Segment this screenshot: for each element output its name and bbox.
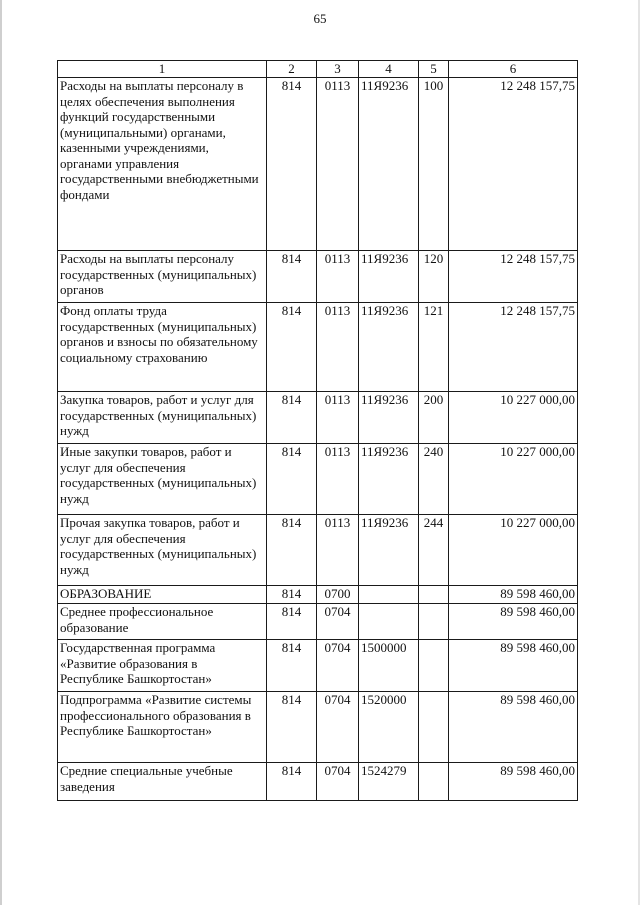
- row-sum: 89 598 460,00: [449, 692, 578, 763]
- row-sum: 89 598 460,00: [449, 763, 578, 801]
- table-header-row: [58, 61, 578, 78]
- row-sum: 89 598 460,00: [449, 604, 578, 640]
- table-row: [58, 604, 578, 640]
- row-csr: 1520000: [359, 692, 419, 763]
- row-razdel: 0113: [317, 392, 359, 444]
- row-csr: 11Я9236: [359, 303, 419, 392]
- row-name: Фонд оплаты труда государственных (муниципальных) органов и взносы по обязательному социальному страхованию: [58, 303, 267, 392]
- row-razdel: 0704: [317, 692, 359, 763]
- row-sum: 10 227 000,00: [449, 515, 578, 586]
- row-csr: [359, 604, 419, 640]
- table-row: [58, 763, 578, 801]
- table-row: [58, 303, 578, 392]
- row-csr: 11Я9236: [359, 515, 419, 586]
- header-col-3: 3: [317, 61, 359, 78]
- row-vr: [419, 604, 449, 640]
- header-col-5: 5: [419, 61, 449, 78]
- row-sum: 89 598 460,00: [449, 586, 578, 604]
- table-row: [58, 444, 578, 515]
- row-razdel: 0700: [317, 586, 359, 604]
- row-name: ОБРАЗОВАНИЕ: [58, 586, 267, 604]
- row-csr: 1524279: [359, 763, 419, 801]
- header-col-1: 1: [58, 61, 267, 78]
- row-name: Средние специальные учебные заведения: [58, 763, 267, 801]
- row-csr: 11Я9236: [359, 392, 419, 444]
- row-sum: 89 598 460,00: [449, 640, 578, 692]
- row-vr: 121: [419, 303, 449, 392]
- table-row: [58, 692, 578, 763]
- row-ved: 814: [267, 640, 317, 692]
- row-name: Государственная программа «Развитие образования в Республике Башкортостан»: [58, 640, 267, 692]
- header-col-4: 4: [359, 61, 419, 78]
- row-ved: 814: [267, 515, 317, 586]
- header-col-2: 2: [267, 61, 317, 78]
- row-vr: [419, 763, 449, 801]
- row-ved: 814: [267, 604, 317, 640]
- row-vr: 240: [419, 444, 449, 515]
- row-sum: 12 248 157,75: [449, 78, 578, 251]
- scan-left-edge: [0, 0, 2, 905]
- row-razdel: 0704: [317, 763, 359, 801]
- row-razdel: 0113: [317, 78, 359, 251]
- row-csr: [359, 586, 419, 604]
- budget-table: [57, 60, 578, 801]
- row-name: Расходы на выплаты персоналу государственных (муниципальных) органов: [58, 251, 267, 303]
- row-vr: [419, 640, 449, 692]
- table-row: [58, 586, 578, 604]
- table-row: [58, 515, 578, 586]
- row-ved: 814: [267, 586, 317, 604]
- header-col-6: 6: [449, 61, 578, 78]
- row-name: Подпрограмма «Развитие системы профессионального образования в Республике Башкортостан»: [58, 692, 267, 763]
- row-vr: 120: [419, 251, 449, 303]
- table-row: [58, 392, 578, 444]
- row-razdel: 0113: [317, 251, 359, 303]
- row-ved: 814: [267, 251, 317, 303]
- row-vr: 244: [419, 515, 449, 586]
- page-number: 65: [313, 11, 327, 26]
- row-sum: 10 227 000,00: [449, 444, 578, 515]
- row-csr: 11Я9236: [359, 251, 419, 303]
- row-sum: 10 227 000,00: [449, 392, 578, 444]
- row-razdel: 0704: [317, 604, 359, 640]
- row-vr: 200: [419, 392, 449, 444]
- row-ved: 814: [267, 392, 317, 444]
- row-csr: 11Я9236: [359, 78, 419, 251]
- row-razdel: 0113: [317, 444, 359, 515]
- row-vr: 100: [419, 78, 449, 251]
- row-ved: 814: [267, 763, 317, 801]
- row-name: Закупка товаров, работ и услуг для государственных (муниципальных) нужд: [58, 392, 267, 444]
- row-ved: 814: [267, 78, 317, 251]
- row-ved: 814: [267, 303, 317, 392]
- row-ved: 814: [267, 692, 317, 763]
- row-razdel: 0704: [317, 640, 359, 692]
- row-razdel: 0113: [317, 515, 359, 586]
- row-sum: 12 248 157,75: [449, 303, 578, 392]
- row-razdel: 0113: [317, 303, 359, 392]
- row-name: Среднее профессиональное образование: [58, 604, 267, 640]
- row-csr: 1500000: [359, 640, 419, 692]
- row-name: Иные закупки товаров, работ и услуг для обеспечения государственных (муниципальных) нужд: [58, 444, 267, 515]
- row-name: Прочая закупка товаров, работ и услуг для обеспечения государственных (муниципальных) нужд: [58, 515, 267, 586]
- table-row: [58, 78, 578, 251]
- row-name: Расходы на выплаты персоналу в целях обеспечения выполнения функций государственными (муниципальными) органами, казенными учреждениями, органами управления государственными внебюджетными фондами: [58, 78, 267, 251]
- row-ved: 814: [267, 444, 317, 515]
- row-sum: 12 248 157,75: [449, 251, 578, 303]
- row-vr: [419, 692, 449, 763]
- table-row: [58, 640, 578, 692]
- table-row: [58, 251, 578, 303]
- row-vr: [419, 586, 449, 604]
- row-csr: 11Я9236: [359, 444, 419, 515]
